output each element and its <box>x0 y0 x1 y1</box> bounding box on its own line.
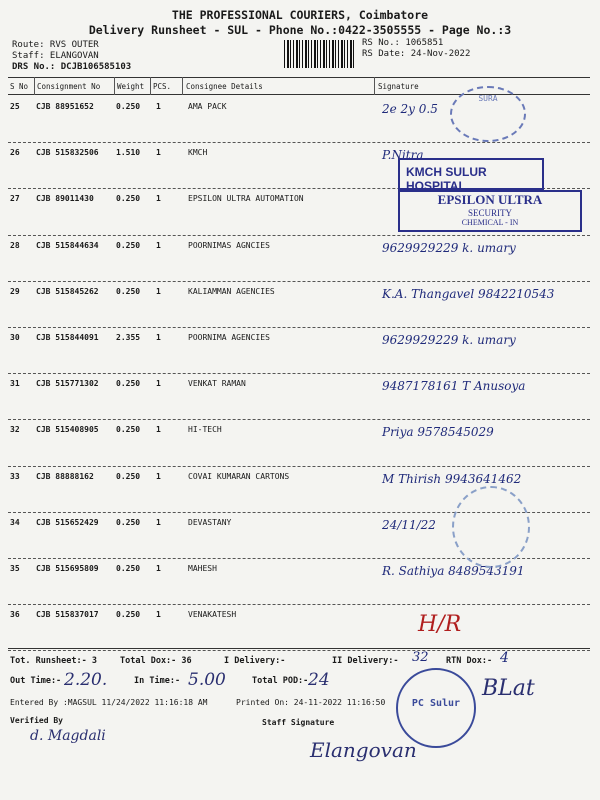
row-pcs: 1 <box>156 102 161 111</box>
col-consignee: Consignee Details <box>186 82 263 91</box>
row-divider <box>8 235 590 236</box>
col-rule <box>150 77 151 95</box>
printed-on: Printed On: 24-11-2022 11:16:50 <box>236 698 386 707</box>
row-divider <box>8 281 590 282</box>
row-consignee: MAHESH <box>188 564 217 573</box>
row-weight: 0.250 <box>116 102 141 111</box>
epsilon-stamp-line3: CHEMICAL - IN <box>461 218 519 227</box>
row-sno: 35 <box>10 564 20 573</box>
header-top-rule <box>8 77 590 78</box>
table-row <box>8 421 590 467</box>
row-pcs: 1 <box>156 517 161 527</box>
row-weight: 0.250 <box>116 379 141 389</box>
pc-sulur-seal-text: PC Sulur <box>411 698 461 709</box>
row-signature: 2e 2y 0.5 <box>382 102 438 116</box>
table-row <box>8 329 590 375</box>
row-consignment: CJB 515844634 <box>36 240 99 250</box>
row-weight: 1.510 <box>116 148 141 158</box>
out-time-value: 2.20. <box>64 670 108 690</box>
row-consignee: POORNIMAS AGNCIES <box>188 240 270 250</box>
route-info <box>12 40 131 73</box>
rtn-dox-value: 4 <box>500 650 509 666</box>
row-divider <box>8 419 590 420</box>
kmch-stamp <box>398 158 544 193</box>
row-consignee: VENKAT RAMAN <box>188 379 246 389</box>
row-consignment: CJB 89011430 <box>36 194 94 204</box>
row-consignment: CJB 515845262 <box>36 286 99 296</box>
pc-signature: BLat <box>482 676 535 701</box>
route: Route: RVS OUTER <box>12 40 99 50</box>
company-name: THE PROFESSIONAL COURIERS, Coimbatore <box>171 8 429 22</box>
rs-info <box>362 38 470 60</box>
row-consignee: POORNIMA AGENCIES <box>188 333 270 342</box>
rtn-dox: RTN Dox:- <box>446 656 493 666</box>
table-row <box>8 283 590 329</box>
row-sno: 31 <box>10 379 20 389</box>
rs-number: RS No.: 1065851 <box>362 38 444 48</box>
ii-delivery-value: 32 <box>412 650 429 665</box>
row-divider <box>8 466 590 467</box>
rs-date: RS Date: 24-Nov-2022 <box>362 49 471 59</box>
row-signature: 24/11/22 <box>382 517 436 532</box>
row-sno: 25 <box>10 102 20 111</box>
in-time: In Time:- <box>134 676 181 686</box>
table-row <box>8 560 590 606</box>
drs-number: DRS No.: DCJB106585103 <box>12 62 132 72</box>
row-signature: P.Nitra <box>382 148 424 163</box>
row-weight: 0.250 <box>116 610 141 620</box>
row-pcs: 1 <box>156 240 161 250</box>
row-consignee: DEVASTANY <box>188 517 232 527</box>
col-rule <box>34 77 35 95</box>
row-consignment: CJB 88888162 <box>36 471 94 481</box>
staff-signature: Elangovan <box>310 738 417 762</box>
row-consignment: CJB 515832506 <box>36 148 99 158</box>
row-pcs: 1 <box>156 564 161 573</box>
row-divider <box>8 604 590 605</box>
row-sno: 27 <box>10 194 20 204</box>
row-consignment: CJB 88951652 <box>36 102 94 111</box>
pc-sulur-seal <box>396 668 476 748</box>
row-consignment: CJB 515652429 <box>36 517 99 527</box>
total-pod: Total POD:- <box>252 676 309 686</box>
row-divider <box>8 327 590 328</box>
runsheet-subtitle: Delivery Runsheet - SUL - Phone No.:0422-3505555 - Page No.:3 <box>88 23 512 37</box>
row-pcs: 1 <box>156 610 161 620</box>
row-sno: 26 <box>10 148 20 158</box>
row-signature: R. Sathiya 8489543191 <box>382 564 525 578</box>
row-consignee: KALIAMMAN AGENCIES <box>188 286 275 296</box>
barcode <box>284 40 356 68</box>
row-weight: 0.250 <box>116 240 141 250</box>
row-sno: 32 <box>10 425 20 435</box>
row-consignee: AMA PACK <box>188 102 227 111</box>
col-pcs: PCS. <box>153 82 172 91</box>
footer-rule <box>8 648 590 649</box>
row-consignee: COVAI KUMARAN CARTONS <box>188 471 290 481</box>
in-time-value: 5.00 <box>188 670 226 690</box>
row-weight: 0.250 <box>116 564 141 573</box>
row-sno: 34 <box>10 517 20 527</box>
staff-signature-label: Staff Signature <box>262 718 335 727</box>
row-sno: 36 <box>10 610 20 620</box>
col-weight: Weight <box>117 82 145 91</box>
epsilon-stamp-line2: SECURITY <box>467 208 512 218</box>
col-sno: S No <box>10 82 29 91</box>
row-pcs: 1 <box>156 148 161 158</box>
row-weight: 0.250 <box>116 517 141 527</box>
row-consignee: VENAKATESH <box>188 610 237 620</box>
table-row <box>8 606 590 652</box>
faint-seal <box>452 486 530 568</box>
row-consignee: HI-TECH <box>188 425 222 435</box>
sura-seal-text: SURA <box>478 94 498 103</box>
row-divider <box>8 142 590 143</box>
table-row <box>8 375 590 421</box>
row-signature: M Thirish 9943641462 <box>382 471 522 486</box>
row-weight: 0.250 <box>116 286 141 296</box>
col-rule <box>114 77 115 95</box>
entered-by: Entered By :MAGSUL 11/24/2022 11:16:18 AM <box>10 698 208 707</box>
row-sno: 28 <box>10 240 20 250</box>
col-signature: Signature <box>378 82 419 91</box>
kmch-stamp-text: KMCH SULUR HOSPITAL <box>406 165 487 193</box>
row-consignment: CJB 515771302 <box>36 379 99 389</box>
row-pcs: 1 <box>156 286 161 296</box>
verified-signature: d. Magdali <box>30 728 106 744</box>
row-consignment: CJB 515695809 <box>36 564 99 573</box>
row-consignee: KMCH <box>188 148 208 158</box>
row-consignee: EPSILON ULTRA AUTOMATION <box>188 194 304 204</box>
row-pcs: 1 <box>156 379 161 389</box>
epsilon-stamp-line1: EPSILON ULTRA <box>437 192 543 207</box>
row-signature: 9629929229 k. umary <box>382 333 516 347</box>
row-pcs: 1 <box>156 425 161 435</box>
row-sno: 33 <box>10 471 20 481</box>
row-signature: K.A. Thangavel 9842210543 <box>382 286 555 301</box>
row-consignment: CJB 515844091 <box>36 333 99 342</box>
row-divider <box>8 373 590 374</box>
col-rule <box>182 77 183 95</box>
row-consignment: CJB 515837017 <box>36 610 99 620</box>
row-signature: 9629929229 k. umary <box>382 240 516 255</box>
row-sno: 29 <box>10 286 20 296</box>
epsilon-stamp <box>398 190 582 232</box>
staff: Staff: ELANGOVAN <box>12 51 99 61</box>
row-pcs: 1 <box>156 194 161 204</box>
table-row <box>8 237 590 283</box>
total-dox: Total Dox:- 36 <box>120 656 192 666</box>
sura-seal <box>450 86 526 142</box>
row-weight: 2.355 <box>116 333 141 342</box>
tot-runsheet: Tot. Runsheet:- 3 <box>10 656 97 666</box>
verified-by: Verified By <box>10 716 63 725</box>
out-time: Out Time:- <box>10 676 62 686</box>
row-weight: 0.250 <box>116 425 141 435</box>
row-signature: 9487178161 T Anusoya <box>382 379 526 394</box>
row-signature: H/R <box>418 612 462 638</box>
row-weight: 0.250 <box>116 194 141 204</box>
row-pcs: 1 <box>156 471 161 481</box>
col-consignment: Consignment No <box>37 82 101 91</box>
row-sno: 30 <box>10 333 20 342</box>
ii-delivery: II Delivery:- <box>332 656 399 666</box>
row-signature: Priya 9578545029 <box>382 425 494 440</box>
row-consignment: CJB 515408905 <box>36 425 99 435</box>
row-pcs: 1 <box>156 333 161 342</box>
col-rule <box>374 77 375 95</box>
document-header <box>0 8 600 38</box>
row-weight: 0.250 <box>116 471 141 481</box>
i-delivery: I Delivery:- <box>224 656 286 666</box>
total-pod-value: 24 <box>308 670 330 690</box>
